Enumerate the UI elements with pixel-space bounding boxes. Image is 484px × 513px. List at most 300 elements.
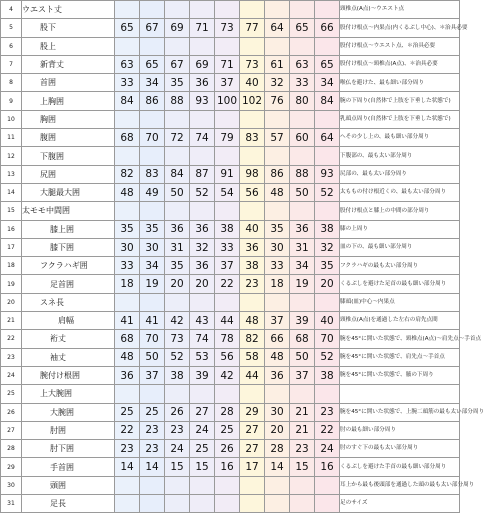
size-value-cell	[215, 385, 240, 403]
size-value-cell: 24	[315, 440, 340, 458]
table-row	[1, 19, 460, 37]
size-value-cell: 80	[290, 92, 315, 110]
size-value-cell: 48	[115, 183, 140, 201]
size-value-cell: 86	[140, 92, 165, 110]
size-value-cell: 35	[165, 74, 190, 92]
size-value-cell: 23	[140, 421, 165, 439]
size-value-cell: 88	[290, 165, 315, 183]
measurement-note: 股付け根点と膝上の中間の部分周り	[340, 202, 460, 220]
size-value-cell	[290, 476, 315, 494]
size-value-cell	[240, 1, 265, 19]
size-value-cell: 65	[115, 19, 140, 37]
size-value-cell: 67	[140, 19, 165, 37]
size-value-cell	[265, 293, 290, 311]
size-value-cell: 22	[315, 421, 340, 439]
size-value-cell: 32	[315, 238, 340, 256]
size-value-cell	[215, 476, 240, 494]
size-value-cell	[315, 202, 340, 220]
size-value-cell: 36	[115, 366, 140, 384]
table-row	[1, 202, 460, 220]
size-value-cell	[290, 1, 315, 19]
measurement-note: 腕を45°に開いた状態で、頸椎点(A点)～肩先点～手首点	[340, 330, 460, 348]
size-value-cell: 69	[165, 19, 190, 37]
size-value-cell: 68	[115, 129, 140, 147]
size-value-cell: 16	[215, 458, 240, 476]
size-value-cell: 73	[215, 19, 240, 37]
size-value-cell: 50	[140, 348, 165, 366]
size-value-cell: 14	[140, 458, 165, 476]
size-value-cell: 54	[215, 183, 240, 201]
size-value-cell	[290, 293, 315, 311]
size-value-cell: 68	[115, 330, 140, 348]
size-value-cell: 37	[290, 366, 315, 384]
size-value-cell	[115, 293, 140, 311]
size-value-cell: 29	[240, 403, 265, 421]
size-value-cell: 14	[115, 458, 140, 476]
size-value-cell: 83	[140, 165, 165, 183]
size-value-cell: 66	[315, 19, 340, 37]
size-value-cell: 15	[190, 458, 215, 476]
size-value-cell: 65	[290, 19, 315, 37]
measurement-label: 頭囲	[22, 476, 115, 494]
size-value-cell: 32	[265, 74, 290, 92]
size-value-cell	[140, 202, 165, 220]
size-value-cell	[190, 110, 215, 128]
size-value-cell: 21	[290, 403, 315, 421]
size-value-cell	[240, 202, 265, 220]
size-value-cell	[290, 385, 315, 403]
row-number: 13	[1, 165, 22, 183]
size-value-cell	[190, 1, 215, 19]
measurement-label: 胸囲	[22, 110, 115, 128]
size-value-cell: 27	[240, 421, 265, 439]
size-value-cell: 76	[265, 92, 290, 110]
size-value-cell: 57	[265, 129, 290, 147]
row-number: 15	[1, 202, 22, 220]
row-number: 6	[1, 37, 22, 55]
table-row	[1, 257, 460, 275]
measurement-note: 足のサイズ	[340, 495, 460, 513]
size-value-cell: 23	[165, 421, 190, 439]
measurement-label: 裄丈	[22, 330, 115, 348]
size-value-cell: 40	[240, 74, 265, 92]
size-value-cell	[115, 495, 140, 513]
size-value-cell: 34	[315, 74, 340, 92]
size-value-cell: 48	[265, 348, 290, 366]
measurement-label: 膝上囲	[22, 220, 115, 238]
table-row	[1, 403, 460, 421]
measurement-note: 肘のすぐ下の最も太い部分周り	[340, 440, 460, 458]
size-value-cell: 26	[215, 440, 240, 458]
size-value-cell: 38	[315, 366, 340, 384]
measurement-note: 腕を45°に開いた状態で、肩先点～手首点	[340, 348, 460, 366]
row-number: 11	[1, 129, 22, 147]
size-value-cell	[190, 293, 215, 311]
table-row	[1, 440, 460, 458]
size-value-cell: 28	[215, 403, 240, 421]
size-value-cell: 68	[290, 330, 315, 348]
size-value-cell	[290, 110, 315, 128]
size-value-cell: 38	[165, 366, 190, 384]
measurement-note	[340, 385, 460, 403]
size-value-cell	[140, 37, 165, 55]
size-value-cell	[165, 1, 190, 19]
size-value-cell	[240, 476, 265, 494]
size-value-cell	[265, 147, 290, 165]
row-number: 14	[1, 183, 22, 201]
table-row	[1, 312, 460, 330]
row-number: 24	[1, 366, 22, 384]
measurement-label: 手首囲	[22, 458, 115, 476]
measurement-label: 上胸囲	[22, 92, 115, 110]
measurement-label: 股上	[22, 37, 115, 55]
row-number: 16	[1, 220, 22, 238]
size-value-cell: 20	[165, 275, 190, 293]
size-value-cell: 14	[265, 458, 290, 476]
size-value-cell: 93	[315, 165, 340, 183]
size-value-cell: 36	[240, 238, 265, 256]
size-value-cell: 22	[115, 421, 140, 439]
size-value-cell: 23	[115, 440, 140, 458]
size-value-cell	[265, 385, 290, 403]
measurement-label: 下腹囲	[22, 147, 115, 165]
size-value-cell: 53	[190, 348, 215, 366]
size-value-cell: 27	[240, 440, 265, 458]
size-value-cell: 25	[215, 421, 240, 439]
table-row	[1, 1, 460, 19]
size-value-cell	[140, 1, 165, 19]
size-value-cell	[115, 202, 140, 220]
size-value-cell	[215, 110, 240, 128]
measurement-note: 股付け根点～ウエスト点、＊治具必要	[340, 37, 460, 55]
size-value-cell: 28	[265, 440, 290, 458]
measurement-note: くるぶしを避けた手首の最も細い部分周り	[340, 458, 460, 476]
measurement-note: 股付け根点～内果点(内くるぶし中心)、＊治具必要	[340, 19, 460, 37]
size-value-cell: 42	[215, 366, 240, 384]
size-value-cell: 34	[290, 257, 315, 275]
size-value-cell: 35	[140, 220, 165, 238]
size-value-cell	[115, 1, 140, 19]
row-number: 7	[1, 55, 22, 73]
row-number: 5	[1, 19, 22, 37]
size-value-cell: 19	[140, 275, 165, 293]
size-value-cell: 84	[165, 165, 190, 183]
table-row	[1, 293, 460, 311]
size-value-cell	[215, 37, 240, 55]
size-value-cell	[165, 37, 190, 55]
size-value-cell: 91	[215, 165, 240, 183]
size-value-cell	[315, 37, 340, 55]
size-value-cell: 21	[290, 421, 315, 439]
size-value-cell: 38	[240, 257, 265, 275]
size-value-cell: 52	[315, 348, 340, 366]
size-value-cell: 52	[190, 183, 215, 201]
table-row	[1, 74, 460, 92]
table-row	[1, 458, 460, 476]
size-value-cell: 33	[115, 74, 140, 92]
size-value-cell: 44	[215, 312, 240, 330]
size-value-cell	[140, 110, 165, 128]
size-value-cell: 48	[240, 312, 265, 330]
size-value-cell: 58	[240, 348, 265, 366]
size-value-cell: 50	[165, 183, 190, 201]
size-value-cell	[115, 37, 140, 55]
row-number: 29	[1, 458, 22, 476]
size-value-cell: 23	[140, 440, 165, 458]
measurement-note: 耳上から最も後頭部を通過した頭の最も太い部分周り	[340, 476, 460, 494]
size-value-cell	[190, 147, 215, 165]
row-number: 19	[1, 275, 22, 293]
size-value-cell: 63	[290, 55, 315, 73]
size-value-cell: 25	[115, 403, 140, 421]
row-number: 30	[1, 476, 22, 494]
size-value-cell: 56	[215, 348, 240, 366]
size-value-cell	[165, 476, 190, 494]
size-value-cell: 61	[265, 55, 290, 73]
measurement-label: 股下	[22, 19, 115, 37]
size-value-cell: 66	[265, 330, 290, 348]
size-value-cell: 36	[190, 220, 215, 238]
row-number: 12	[1, 147, 22, 165]
row-number: 17	[1, 238, 22, 256]
table-row	[1, 348, 460, 366]
size-value-cell: 56	[240, 183, 265, 201]
size-value-cell	[315, 293, 340, 311]
measurement-note: 腕を45°に開いた状態で、上腕二頭筋の最も太い部分周り	[340, 403, 460, 421]
size-value-cell	[315, 110, 340, 128]
size-value-cell: 41	[140, 312, 165, 330]
size-value-cell: 18	[115, 275, 140, 293]
size-value-cell: 82	[115, 165, 140, 183]
table-row	[1, 238, 460, 256]
size-value-cell	[290, 37, 315, 55]
size-value-cell: 73	[165, 330, 190, 348]
measurement-note: 肘の最も細い部分周り	[340, 421, 460, 439]
size-value-cell	[190, 495, 215, 513]
size-value-cell: 39	[190, 366, 215, 384]
size-value-cell: 37	[215, 257, 240, 275]
size-value-cell: 49	[140, 183, 165, 201]
size-value-cell: 36	[190, 257, 215, 275]
size-value-cell: 36	[265, 366, 290, 384]
size-value-cell	[240, 385, 265, 403]
size-value-cell: 30	[115, 238, 140, 256]
size-value-cell: 50	[290, 183, 315, 201]
size-value-cell: 70	[140, 129, 165, 147]
size-value-cell	[315, 495, 340, 513]
table-row	[1, 385, 460, 403]
size-value-cell: 88	[165, 92, 190, 110]
size-value-cell	[240, 147, 265, 165]
size-value-cell: 69	[190, 55, 215, 73]
size-value-cell	[265, 202, 290, 220]
size-value-cell: 78	[215, 330, 240, 348]
size-value-cell: 83	[240, 129, 265, 147]
size-value-cell: 33	[115, 257, 140, 275]
measurement-note: 皿の下の、最も細い部分周り	[340, 238, 460, 256]
size-value-cell	[165, 385, 190, 403]
size-value-cell: 73	[240, 55, 265, 73]
row-number: 9	[1, 92, 22, 110]
size-value-cell	[140, 476, 165, 494]
measurement-note: 乳頭点周り(自然体で上肢を下垂した状態で)	[340, 110, 460, 128]
measurement-note: 太ももの付け根近くの、最も太い部分周り	[340, 183, 460, 201]
size-value-cell	[115, 110, 140, 128]
size-value-cell: 52	[165, 348, 190, 366]
size-value-cell: 87	[190, 165, 215, 183]
measurement-note: 尻部の、最も太い部分周り	[340, 165, 460, 183]
measurement-note: 股付け根点～頸椎点(A点)、＊治具必要	[340, 55, 460, 73]
table-row	[1, 220, 460, 238]
size-value-cell: 37	[265, 312, 290, 330]
measurement-label: 足首囲	[22, 275, 115, 293]
size-value-cell: 34	[140, 257, 165, 275]
table-row	[1, 330, 460, 348]
size-value-cell: 32	[190, 238, 215, 256]
measurement-note: フクラハギの最も太い部分周り	[340, 257, 460, 275]
row-number: 28	[1, 440, 22, 458]
size-value-cell: 65	[315, 55, 340, 73]
size-value-cell: 16	[315, 458, 340, 476]
size-value-cell	[215, 202, 240, 220]
row-number: 20	[1, 293, 22, 311]
size-value-cell	[215, 293, 240, 311]
row-number: 18	[1, 257, 22, 275]
size-value-cell	[165, 202, 190, 220]
measurement-note: 頸椎点(A点)を通過した左右の肩先点間	[340, 312, 460, 330]
size-value-cell	[190, 385, 215, 403]
table-row	[1, 165, 460, 183]
row-number: 27	[1, 421, 22, 439]
row-number: 21	[1, 312, 22, 330]
size-value-cell: 27	[190, 403, 215, 421]
size-value-cell: 33	[265, 257, 290, 275]
size-value-cell	[265, 37, 290, 55]
table-row	[1, 129, 460, 147]
size-value-cell: 23	[240, 275, 265, 293]
size-value-cell: 15	[165, 458, 190, 476]
size-value-cell	[290, 495, 315, 513]
size-value-cell: 37	[215, 74, 240, 92]
size-value-cell: 52	[315, 183, 340, 201]
size-value-cell	[215, 147, 240, 165]
size-value-cell: 50	[290, 348, 315, 366]
size-value-cell: 30	[265, 238, 290, 256]
size-value-cell	[240, 495, 265, 513]
size-value-cell: 70	[315, 330, 340, 348]
size-value-cell	[315, 147, 340, 165]
size-value-cell: 37	[140, 366, 165, 384]
measurement-label: 大腕囲	[22, 403, 115, 421]
size-value-cell: 30	[265, 403, 290, 421]
size-value-cell: 100	[215, 92, 240, 110]
size-value-cell: 63	[115, 55, 140, 73]
size-value-cell: 41	[115, 312, 140, 330]
size-value-cell	[140, 293, 165, 311]
size-value-cell	[215, 495, 240, 513]
size-value-cell: 20	[315, 275, 340, 293]
size-value-cell	[290, 147, 315, 165]
size-value-cell	[240, 110, 265, 128]
size-value-cell: 74	[190, 330, 215, 348]
measurement-label: 新背丈	[22, 55, 115, 73]
size-value-cell: 36	[165, 220, 190, 238]
size-value-cell: 48	[265, 183, 290, 201]
size-value-cell	[315, 476, 340, 494]
measurement-label: 上大腕囲	[22, 385, 115, 403]
size-value-cell	[115, 147, 140, 165]
size-value-cell	[165, 495, 190, 513]
size-value-cell: 71	[190, 19, 215, 37]
size-value-cell	[290, 202, 315, 220]
measurement-note: くるぶしを避けた足首の最も細い部分周り	[340, 275, 460, 293]
size-value-cell: 67	[165, 55, 190, 73]
size-value-cell	[315, 1, 340, 19]
measurement-note: 膝頭(皿)中心～内果点	[340, 293, 460, 311]
row-number: 4	[1, 1, 22, 19]
size-value-cell	[140, 147, 165, 165]
measurement-label: 袖丈	[22, 348, 115, 366]
measurement-label: 腹囲	[22, 129, 115, 147]
row-number: 8	[1, 74, 22, 92]
size-value-cell: 79	[215, 129, 240, 147]
size-value-cell: 74	[190, 129, 215, 147]
row-number: 26	[1, 403, 22, 421]
size-value-cell: 18	[265, 275, 290, 293]
size-value-cell	[265, 110, 290, 128]
size-value-cell: 23	[290, 440, 315, 458]
size-value-cell: 98	[240, 165, 265, 183]
measurement-note: 喉仏を避けた、最も細い部分周り	[340, 74, 460, 92]
size-value-cell: 35	[165, 257, 190, 275]
size-value-cell	[190, 202, 215, 220]
measurement-label: 肘下囲	[22, 440, 115, 458]
size-value-cell: 35	[315, 257, 340, 275]
size-value-cell: 48	[115, 348, 140, 366]
table-row	[1, 92, 460, 110]
table-row	[1, 421, 460, 439]
size-value-cell	[240, 37, 265, 55]
measurement-label: 大腿最大囲	[22, 183, 115, 201]
size-value-cell: 77	[240, 19, 265, 37]
measurement-label: 首囲	[22, 74, 115, 92]
size-value-cell	[215, 1, 240, 19]
size-value-cell	[115, 385, 140, 403]
measurement-label: 膝下囲	[22, 238, 115, 256]
row-number: 22	[1, 330, 22, 348]
size-value-cell: 84	[115, 92, 140, 110]
size-value-cell: 24	[165, 440, 190, 458]
measurement-label: スネ長	[22, 293, 115, 311]
size-value-cell	[265, 1, 290, 19]
table-row	[1, 275, 460, 293]
measurement-label: フクラハギ囲	[22, 257, 115, 275]
size-value-cell: 17	[240, 458, 265, 476]
measurement-label: 腕付け根囲	[22, 366, 115, 384]
size-value-cell: 31	[290, 238, 315, 256]
size-value-cell: 36	[290, 220, 315, 238]
row-number: 23	[1, 348, 22, 366]
size-value-cell: 20	[190, 275, 215, 293]
size-value-cell	[165, 293, 190, 311]
size-value-cell: 33	[215, 238, 240, 256]
table-row	[1, 495, 460, 513]
size-value-cell	[265, 495, 290, 513]
size-value-cell: 42	[165, 312, 190, 330]
size-value-cell: 15	[290, 458, 315, 476]
size-value-cell: 31	[165, 238, 190, 256]
measurement-label: 足長	[22, 495, 115, 513]
